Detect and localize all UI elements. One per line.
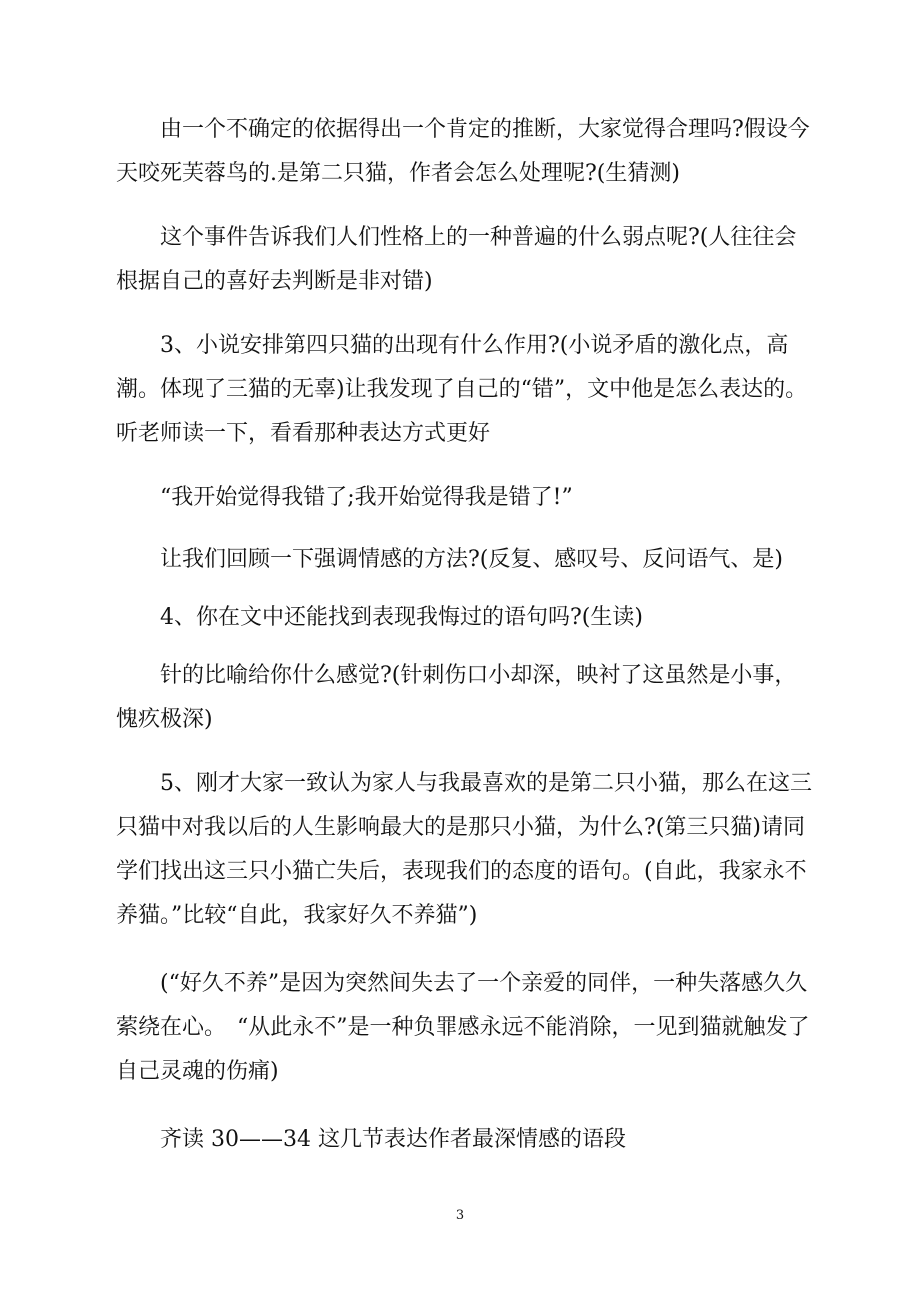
paragraph-1: 由一个不确定的依据得出一个肯定的推断，大家觉得合理吗?假设今天咬死芙蓉鸟的.是第二只猫，作者会怎么处理呢?(生猜测) bbox=[116, 117, 810, 186]
paragraph-6: 4、你在文中还能找到表现我悔过的语句吗?(生读) bbox=[160, 605, 643, 630]
paragraph-4-quote: “我开始觉得我错了;我开始觉得我是错了!” bbox=[160, 485, 573, 510]
paragraph-8: 5、刚才大家一致认为家人与我最喜欢的是第二只小猫，那么在这三只猫中对我以后的人生影响最大的是那只小猫，为什么?(第三只猫)请同学们找出这三只小猫亡失后，表现我们的态度的语句。(自此，我家永不养猫。”比较“自此，我家好久不养猫”) bbox=[116, 771, 812, 928]
paragraph-7: 针的比喻给你什么感觉?(针刺伤口小却深，映衬了这虽然是小事，愧疚极深) bbox=[116, 663, 797, 732]
paragraph-10: 齐读 30——34 这几节表达作者最深情感的语段 bbox=[160, 1127, 626, 1152]
paragraph-9: (“好久不养”是因为突然间失去了一个亲爱的同伴，一种失落感久久萦绕在心。 “从此永不”是一种负罪感永远不能消除，一见到猫就触发了自己灵魂的伤痛) bbox=[116, 971, 810, 1084]
page-number: 3 bbox=[455, 1208, 465, 1223]
paragraph-3: 3、小说安排第四只猫的出现有什么作用?(小说矛盾的激化点，高潮。体现了三猫的无辜)让我发现了自己的“错”，文中他是怎么表达的。听老师读一下，看看那种表达方式更好 bbox=[116, 333, 808, 446]
paragraph-2: 这个事件告诉我们人们性格上的一种普遍的什么弱点呢?(人往往会根据自己的喜好去判断是非对错) bbox=[116, 225, 797, 294]
paragraph-5: 让我们回顾一下强调情感的方法?(反复、感叹号、反问语气、是) bbox=[160, 547, 783, 572]
